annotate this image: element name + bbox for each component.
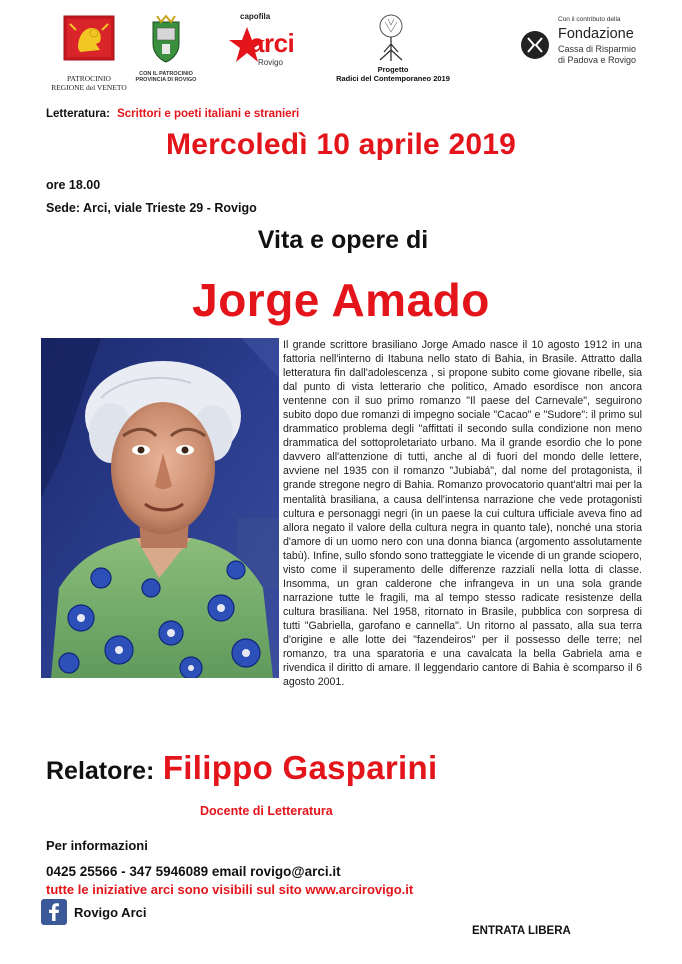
entry-free: ENTRATA LIBERA <box>472 925 571 937</box>
logo-provincia-rovigo <box>135 14 197 84</box>
veneto-lion-emblem <box>50 14 128 68</box>
fondazione-mark-icon <box>520 30 550 60</box>
category-line <box>46 108 299 120</box>
facebook-link[interactable] <box>41 898 146 926</box>
provincia-caption: CON IL PATROCINIO PROVINCIA DI ROVIGO <box>135 71 197 84</box>
svg-text:~: ~ <box>237 659 242 668</box>
category-label: Letteratura: <box>46 108 110 120</box>
fondazione-sub1: Cassa di Risparmio <box>558 44 637 54</box>
logo-arci-rovigo <box>228 12 306 84</box>
event-venue: Sede: Arci, viale Trieste 29 - Rovigo <box>46 201 257 215</box>
speaker-name: Filippo Gasparini <box>162 749 438 786</box>
veneto-caption: PATROCINIO REGIONE del VENETO <box>51 74 127 92</box>
title-line1: Vita e opere di <box>257 226 429 254</box>
bio-text: Il grande scrittore brasiliano Jorge Amado nasce il 10 agosto 1912 in una fattoria nell'interno di Itabuna nello stato di Bahia, in Brasile. Attratto dalla letteratura fin dall'adolescenza , si propone subito come giovane ribelle, sia dal punto di vista letterario che politico, Amado esordisce non ancora ventenne con il suo primo romanzo "Il paese del Carnevale", seguirono subito dopo due romanzi di impegno sociale "Cacao" e "Sudore": il primo sul drammatico problema degli "affittati il secondo sulla condizione non meno drammatica del sottoproletariato urbano. Ma il grande esordio che lo pone davvero all'attenzione di tutti, anche al di fuori del mondo delle lettere, avviene nel 1935 con il romanzo "Jubiabá", dal nome del protagonista, il grande stregone negro di Bahia. Romanzo provocatorio quant'altri mai per la mentalità brasiliana, a causa dell'intensa narrazione che vede protagonisti cultura e personaggi negri (in un paese la cui cultura ufficiale aveva fino ad allora negato il valore della cultura negra in quanto tale), nonché una storia d'amore di un uomo nero con una donna bianca (argomento assolutamente tabù). Infine, sullo sfondo sono tratteggiate le vicende di un grande sciopero, visto come il superamento delle differenze razziali nella lotta di classe. Insomma, un gran calderone che infrangeva in un una sola grande narrazione tutte le fragili, ma al tempo stesso radicate resistenze della cultura brasiliana. Nel 1958, ritornato in Brasile, pubblica con sorpresa di tutti "Gabriella, garofano e cannella". Un ritorno al passato, alla sua terra d'origine e alle lotte dei "fazendeiros" per il possesso delle terre; nel romanzo, tra una sparatoria e una cavalcata la bella Gabriela ama e rivendica il diritto di amare. Il leggendario cantore di Bahia è scomparso il 6 agosto 2001. <box>283 339 642 689</box>
provincia-crest-emblem <box>135 14 197 64</box>
facebook-label: Rovigo Arci <box>74 904 147 920</box>
speaker-line <box>46 749 437 787</box>
fondazione-name: Fondazione <box>558 26 634 42</box>
fondazione-sub2: di Padova e Rovigo <box>558 55 637 65</box>
portrait-painting <box>41 338 279 678</box>
progetto-name: Radici del Contemporaneo 2019 <box>336 74 450 83</box>
arci-word: arci <box>250 28 295 58</box>
info-contacts: 0425 25566 - 347 5946089 email rovigo@arci.it <box>46 864 341 879</box>
speaker-label: Relatore: <box>46 757 155 785</box>
event-date: Mercoledì 10 aprile 2019 <box>166 128 516 161</box>
facebook-icon <box>41 899 67 925</box>
progetto-label: Progetto <box>377 65 409 74</box>
logo-fondazione <box>518 16 658 76</box>
tree-roots-icon <box>366 12 416 62</box>
arci-city: Rovigo <box>258 58 283 67</box>
arci-top-label: capofila <box>240 12 271 21</box>
info-site-line: tutte le iniziative arci sono visibili sul sito www.arcirovigo.it <box>46 882 414 897</box>
event-time: ore 18.00 <box>46 178 101 192</box>
logo-regione-veneto <box>50 14 128 90</box>
title-name: Jorge Amado <box>192 274 490 326</box>
category-value: Scrittori e poeti italiani e stranieri <box>117 108 300 120</box>
fondazione-contrib: Con il contributo della <box>558 16 621 23</box>
speaker-role: Docente di Letteratura <box>200 804 333 818</box>
info-heading: Per informazioni <box>46 838 148 853</box>
logo-progetto <box>318 12 468 86</box>
portrait-jorge-amado <box>41 338 279 678</box>
